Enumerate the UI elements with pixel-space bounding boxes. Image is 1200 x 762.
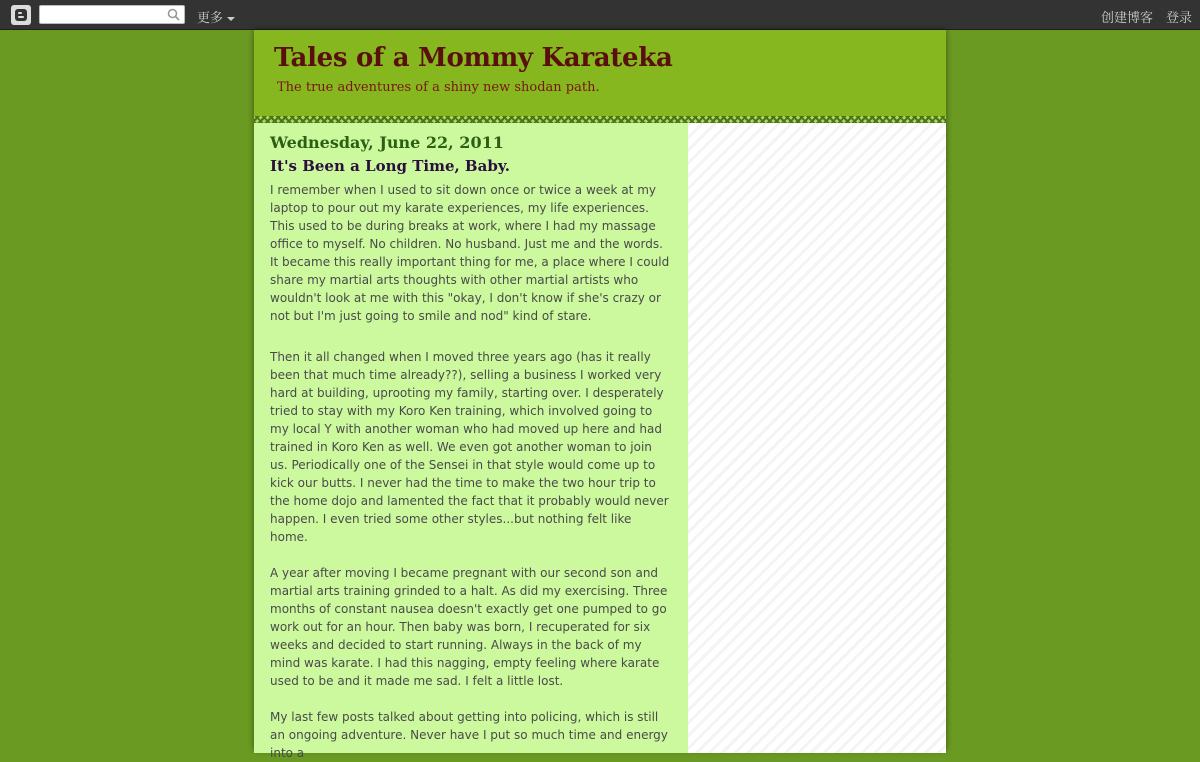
blog-description: The true adventures of a shiny new shodan path. — [277, 80, 600, 95]
chevron-down-icon — [227, 17, 235, 21]
more-menu-button[interactable] — [197, 7, 235, 26]
login-link[interactable]: 登录 — [1165, 11, 1192, 26]
blog-header — [254, 30, 946, 116]
search-box — [39, 5, 185, 24]
post-body — [270, 181, 672, 762]
blog-container — [254, 30, 946, 760]
search-icon[interactable] — [167, 8, 180, 21]
header-border-pattern — [254, 116, 946, 123]
blog-title[interactable]: Tales of a Mommy Karateka — [274, 43, 673, 73]
post-title[interactable]: It's Been a Long Time, Baby. — [270, 157, 511, 175]
more-menu-label: 更多 — [197, 11, 224, 26]
sidebar — [688, 123, 946, 753]
top-navbar — [0, 0, 1200, 30]
blogger-logo-icon[interactable] — [11, 5, 31, 25]
post-date-header: Wednesday, June 22, 2011 — [270, 133, 504, 152]
post-paragraph: I remember when I used to sit down once or twice a week at my laptop to pour out my karate experiences, my life experiences. This used to be during breaks at work, where I had my massage office to myself. No children. No husband. Just me and the words. It became this really important thing for me, a place where I could share my martial arts thoughts with other martial artists who wouldn't look at me with this "okay, I don't know if she's crazy or not but I'm just going to smile and nod" kind of stare. — [270, 183, 670, 323]
navbar-right-links — [1088, 7, 1192, 26]
post-paragraph: My last few posts talked about getting into policing, which is still an ongoing adventure. Never have I put so much time and energy into a — [270, 710, 668, 760]
main-column — [254, 123, 688, 760]
post-paragraph: Then it all changed when I moved three years ago (has it really been that much time already??), selling a business I worked very hard at building, uprooting my family, starting over. I desperately tried to stay with my Koro Ken training, which involved going to my local Y with another woman who had moved up here and had trained in Koro Ken as well. We even got another woman to join us. Periodically one of the Sensei in that style would come up to kick our butts. I never had the time to make the two hour trip to the home dojo and lamented the fact that it probably would never happen. I even tried some other styles...but nothing felt like home. — [270, 350, 669, 544]
post-paragraph: A year after moving I became pregnant with our second son and martial arts training grinded to a halt. As did my exercising. Three months of constant nausea doesn't exactly get one pumped to go work out for an hour. Then baby was born, I recuperated for six weeks and decided to start running. Always in the back of my mind was karate. I had this nagging, empty feeling where karate used to be and it made me sad. I felt a little lost. — [270, 566, 668, 688]
create-blog-link[interactable]: 创建博客 — [1100, 11, 1153, 26]
search-input[interactable] — [40, 10, 164, 26]
